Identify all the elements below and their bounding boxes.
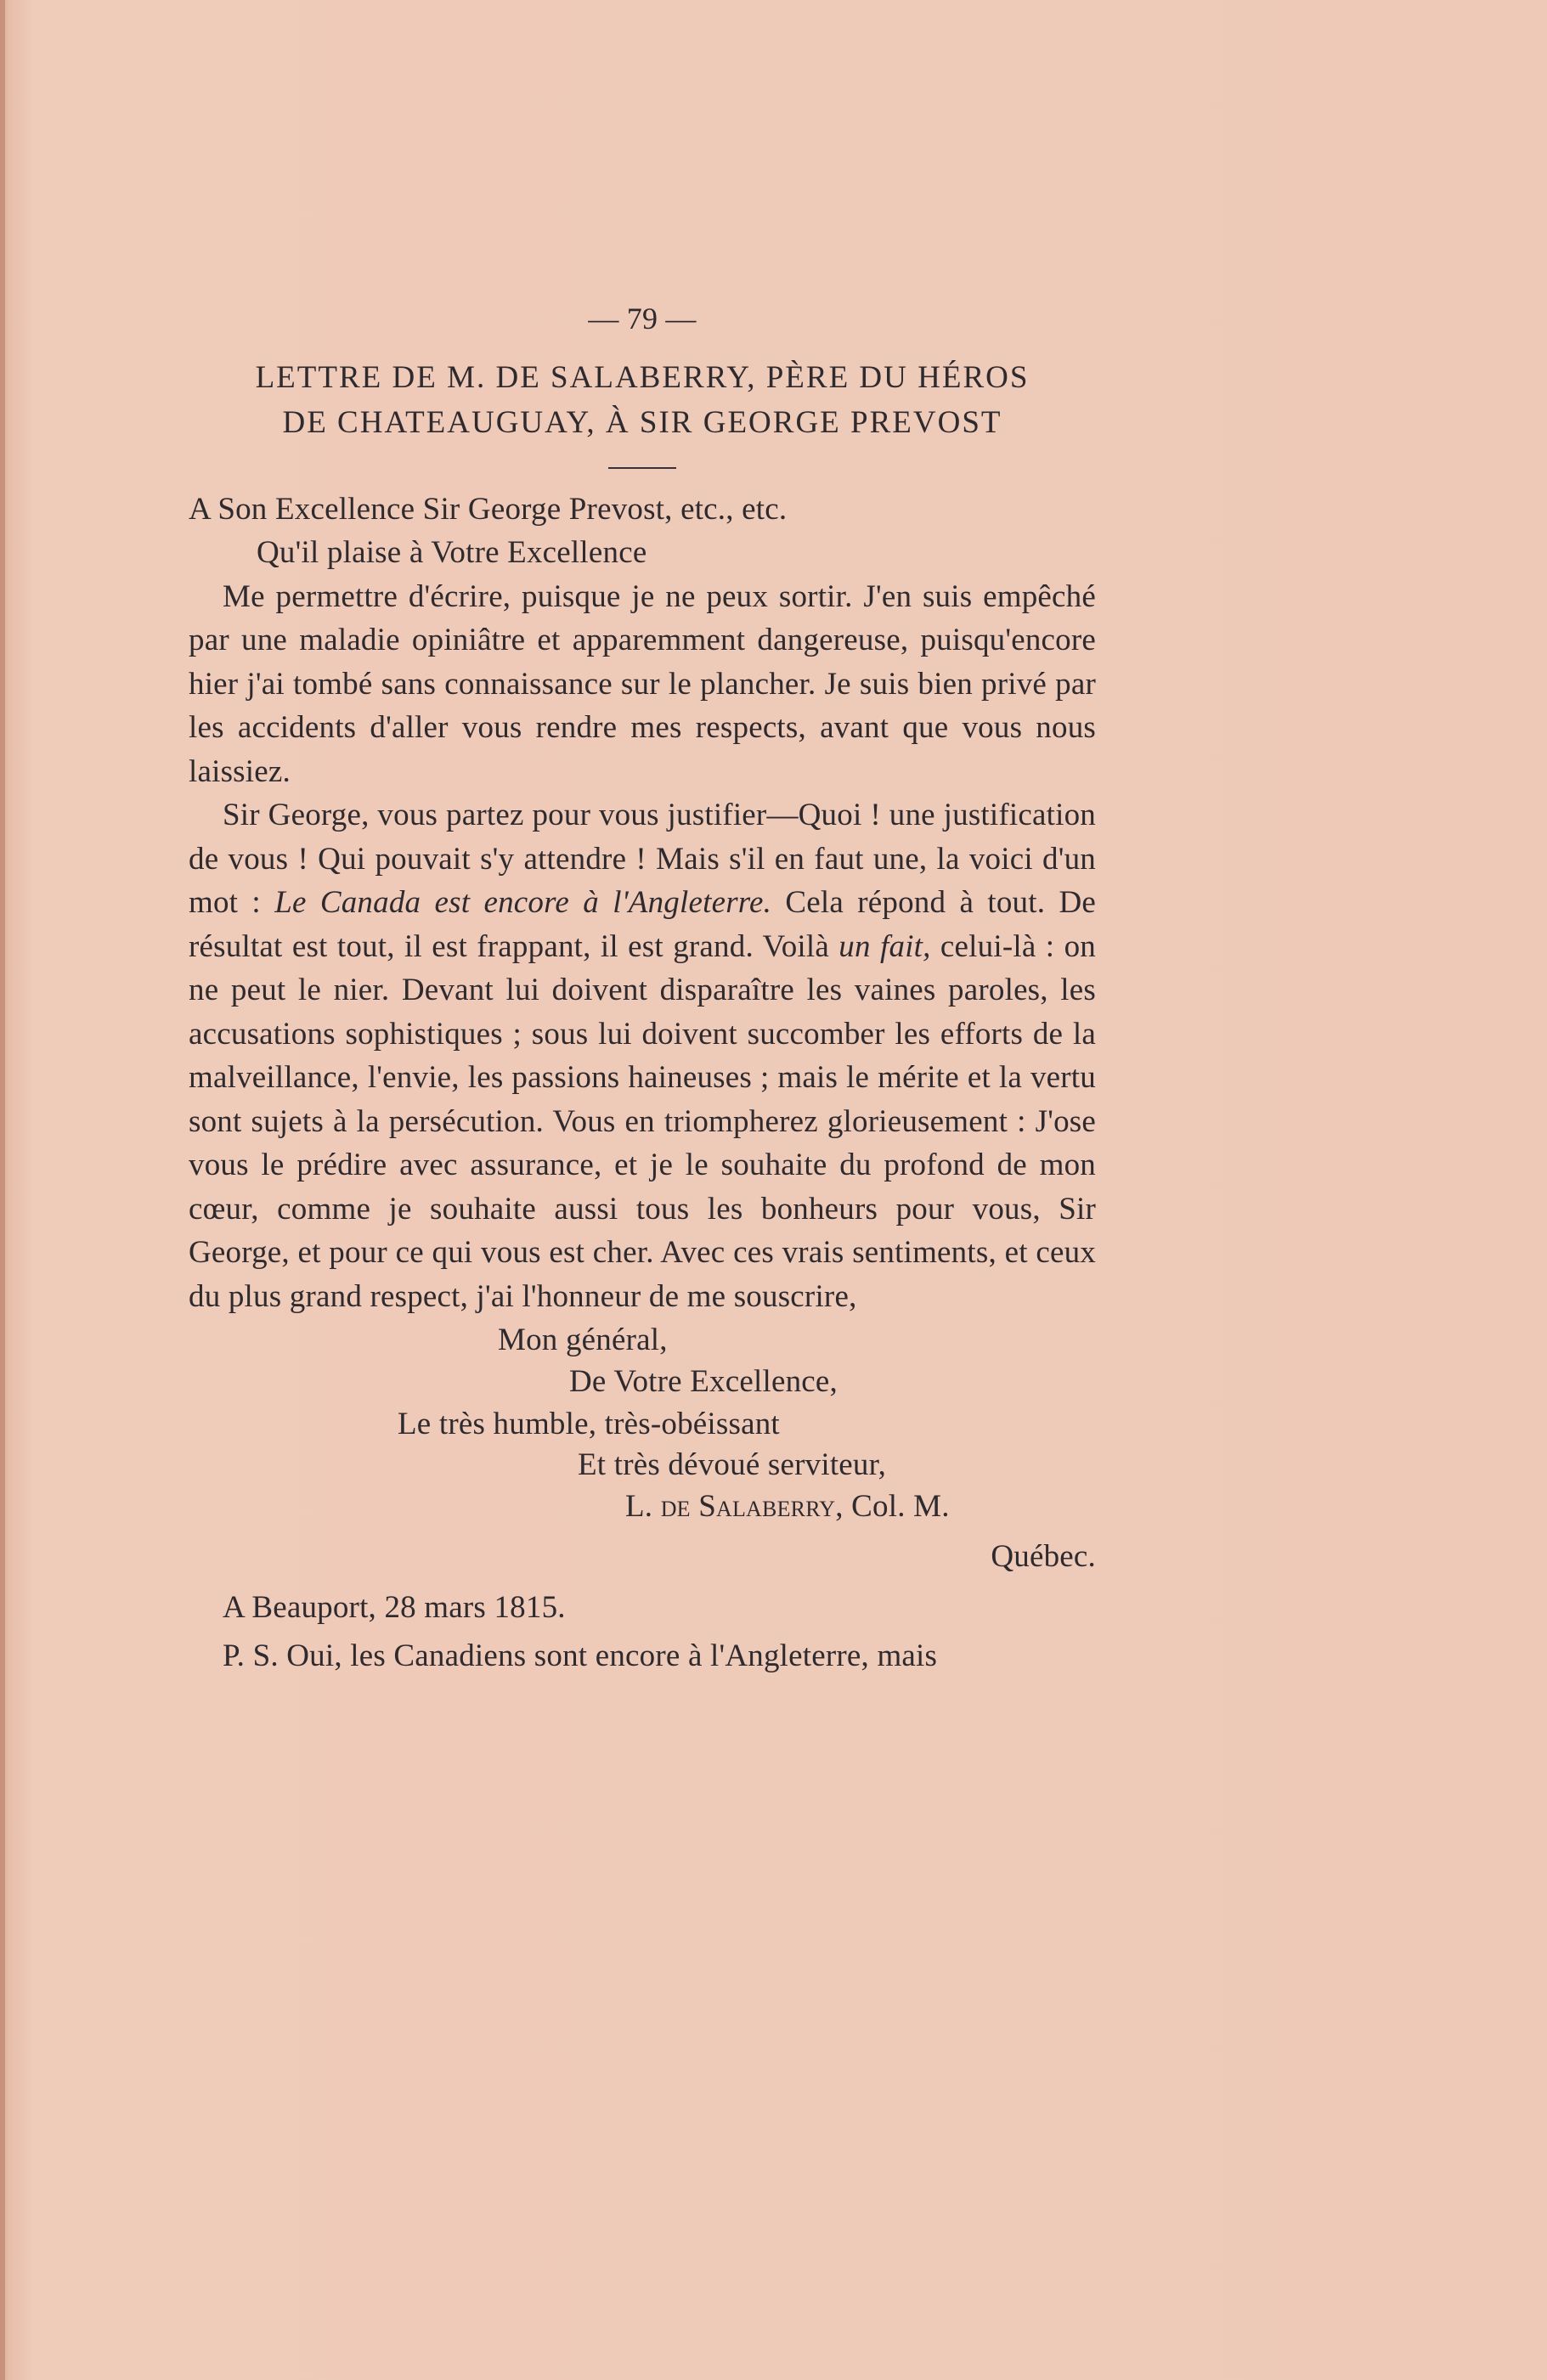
letter-text	[189, 297, 1096, 1678]
paragraph-2-italic-2: un fait,	[838, 928, 931, 964]
paragraph-2-part-2: Cela répond à tout. De résultat est tout, il est frappant, il est grand. Voilà	[189, 885, 1096, 964]
title-line-2: DE CHATEAUGUAY, À SIR GEORGE PREVOST	[282, 404, 1002, 440]
paragraph-2-italic-1: Le Canada est encore à l'Angleterre.	[274, 885, 772, 920]
closing-line-3: Le très humble, très-obéissant	[398, 1407, 780, 1441]
letter-title	[189, 355, 1096, 445]
postscript: P. S. Oui, les Canadiens sont encore à l'Angleterre, mais	[223, 1638, 938, 1673]
page-number: — 79 —	[588, 302, 697, 336]
closing-line-1: Mon général,	[498, 1323, 668, 1357]
page-edge	[0, 0, 5, 2380]
title-divider	[608, 467, 676, 469]
title-line-1: LETTRE DE M. DE SALABERRY, PÈRE DU HÉROS	[255, 359, 1030, 395]
paragraph-2-part-1: Sir George, vous partez pour vous justifier—Quoi ! une justification de vous ! Qui pouvait s'y attendre ! Mais s'il en faut une, la voici d'un mot :	[189, 798, 1096, 920]
salutation: A Son Excellence Sir George Prevost, etc., etc.	[189, 491, 788, 527]
signature	[625, 1485, 950, 1529]
closing-line-2: De Votre Excellence,	[569, 1364, 838, 1399]
date-line: A Beauport, 28 mars 1815.	[223, 1589, 566, 1625]
letter-closing	[189, 1318, 1096, 1535]
signature-rank: , Col. M.	[835, 1489, 950, 1524]
signature-initial: L.	[625, 1489, 661, 1524]
place-line: Québec.	[991, 1539, 1096, 1574]
paragraph-2	[189, 793, 1096, 1318]
signature-name: de Salaberry	[660, 1489, 836, 1524]
opening-line: Qu'il plaise à Votre Excellence	[257, 535, 647, 570]
closing-line-4: Et très dévoué serviteur,	[578, 1447, 887, 1482]
paragraph-1: Me permettre d'écrire, puisque je ne peux sortir. J'en suis empêché par une maladie opiniâtre et apparemment dangereuse, puisqu'encore hier j'ai tombé sans connaissance sur le plancher. Je suis bien privé par les accidents d'aller vous rendre mes respects, avant que vous nous laissiez.	[189, 578, 1096, 789]
paragraph-2-part-3: celui-là : on ne peut le nier. Devant lui doivent disparaître les vaines paroles, les accusations sophistiques ; sous lui doivent succomber les efforts de la malveillance, l'envie, les passions haineuses ; mais le mérite et la vertu sont sujets à la persécution. Vous en triompherez glorieusement : J'ose vous le prédire avec assurance, et je le souhaite du profond de mon cœur, comme je souhaite aussi tous les bonheurs pour vous, Sir George, et pour ce qui vous est cher. Avec ces vrais sentiments, et ceux du plus grand respect, j'ai l'honneur de me souscrire,	[189, 928, 1096, 1314]
